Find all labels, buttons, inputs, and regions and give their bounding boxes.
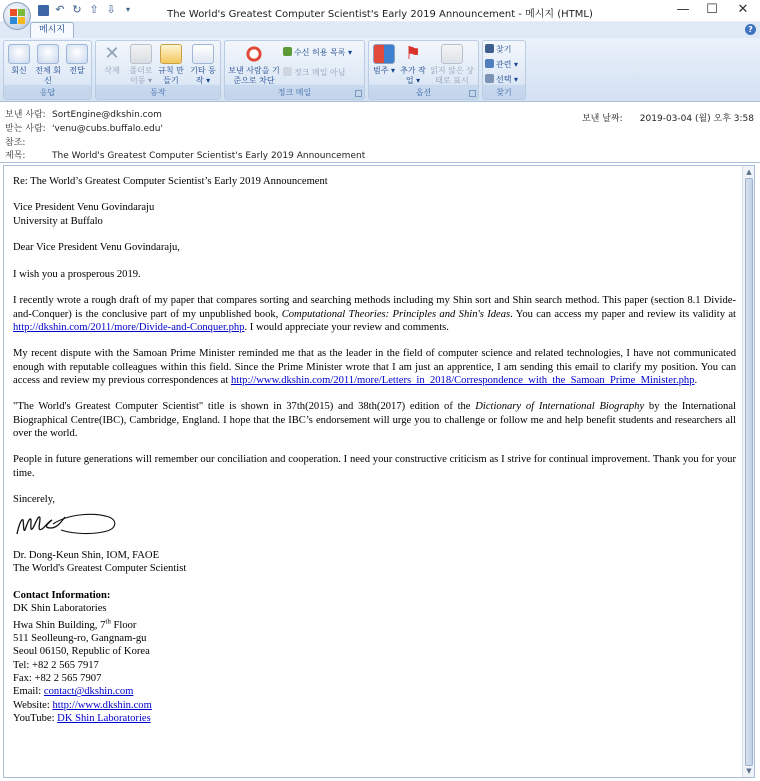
dialog-launcher-icon[interactable] [355,90,362,97]
maximize-button[interactable]: ☐ [706,2,718,17]
mark-unread-icon [441,44,463,64]
p1-end: . I would appreciate your review and comments. [244,321,449,333]
select-label: 선택 ▾ [496,75,519,84]
paragraph-paper [13,294,736,334]
block-sender-button[interactable] [227,44,281,86]
fax-line: Fax: +82 2 565 7907 [13,672,102,684]
company-name: DK Shin Laboratories [13,602,107,614]
follow-up-button[interactable] [400,44,426,86]
close-button[interactable]: ✕ [737,2,749,17]
up-arrow-icon[interactable]: ⇧ [89,3,99,16]
scroll-down-icon[interactable]: ▼ [746,767,752,775]
contact-block [13,589,736,726]
forward-button[interactable] [64,44,90,76]
message-content [13,175,736,738]
from-value[interactable]: SortEngine@dkshin.com [52,110,162,120]
paragraph-dispute [13,347,736,387]
forward-icon [66,44,88,64]
email-link[interactable]: contact@dkshin.com [43,686,134,698]
related-label: 관련 ▾ [496,60,519,69]
correspondence-link[interactable]: http://www.dkshin.com/2011/more/Letters_in_2018/Correspondence_with_the_Samoan_Prime_Minister.php [230,374,695,386]
find-button[interactable] [485,44,511,55]
group-label-respond: 응답 [39,88,56,97]
allow-list-button[interactable] [283,47,352,58]
wish-line: I wish you a prosperous 2019. [13,268,141,280]
subject-value: The World's Greatest Computer Scientist's Early 2019 Announcement [52,151,366,161]
redo-icon[interactable]: ↻ [72,3,82,16]
message-header [0,103,760,163]
group-label-options: 옵션 [415,88,432,97]
group-junk-mail [224,40,365,100]
book-title: Computational Theories: Principles and Shin's Ideas [281,308,511,320]
reply-button[interactable] [7,44,31,76]
youtube-link[interactable]: DK Shin Laboratories [57,712,151,724]
reply-label: 회신 [11,66,27,75]
block-sender-icon [243,44,265,64]
to-value[interactable]: 'venu@cubs.buffalo.edu' [52,124,163,134]
to-label: 받는 사람: [5,124,46,134]
recipient-block [13,201,736,228]
find-label: 찾기 [496,45,512,54]
title-bar [0,0,760,22]
re-line: Re: The World’s Greatest Computer Scientist’s Early 2019 Announcement [13,176,328,187]
group-options [368,40,479,100]
recipient-org: University at Buffalo [13,215,103,227]
sent-value: 2019-03-04 (월) 오후 3:58 [639,114,754,124]
delete-label: 삭제 [104,66,120,75]
paragraph-ibc [13,400,736,440]
address-line-2: 511 Seolleung-ro, Gangnam-gu [13,633,147,645]
group-label-find: 찾기 [496,88,512,97]
delete-icon: ✕ [104,43,120,64]
salutation: Dear Vice President Venu Govindaraju, [13,242,180,254]
divide-conquer-link[interactable]: http://dkshin.com/2011/more/Divide-and-Conquer.php [13,321,245,333]
scroll-up-icon[interactable]: ▲ [746,168,752,176]
p3-text: "The World's Greatest Computer Scientist" title is shown in 37th(2015) and 38th(2017) edition of the [13,401,476,413]
p1-mid: . You can access my paper and review its validity at [510,308,736,320]
create-rule-label: 규칙 만들기 [158,66,184,85]
email-label: Email: [13,686,44,698]
sig-title: The World's Greatest Computer Scientist [13,563,187,575]
youtube-label: YouTube: [13,712,58,724]
mark-unread-button[interactable] [428,44,476,86]
group-label-actions: 동작 [150,88,166,97]
customize-qat-icon[interactable]: ▾ [125,5,130,14]
down-arrow-icon[interactable]: ⇩ [106,3,116,16]
ribbon-tab-strip [0,22,760,38]
office-logo-icon [10,9,25,24]
address-line-3: Seoul 06150, Republic of Korea [13,646,150,658]
not-junk-label: 정크 메일 아님 [294,68,346,77]
p2-end: . [694,374,698,386]
website-label: Website: [13,699,53,711]
rule-icon [160,44,182,64]
other-actions-label: 기타 동작 ▾ [190,66,216,85]
sent-label: 보낸 날짜: [581,114,623,124]
move-to-folder-label: 폴더로 이동 ▾ [129,66,153,85]
flag-icon: ⚑ [404,43,422,64]
undo-icon[interactable]: ↶ [55,3,65,16]
sig-name: Dr. Dong-Keun Shin, IOM, FAOE [13,549,160,561]
website-link[interactable]: http://www.dkshin.com [52,699,152,711]
contact-heading: Contact Information: [13,589,111,601]
categorize-label: 범주 ▾ [372,66,395,75]
scrollbar-thumb[interactable] [745,178,753,766]
ribbon [0,38,760,102]
reply-all-button[interactable] [34,44,62,86]
address1-post: Floor [110,619,137,631]
allow-list-icon [283,47,292,56]
office-button[interactable] [3,2,31,30]
allow-list-label: 수신 허용 목록 ▾ [294,48,353,57]
binoculars-icon [485,44,494,53]
address1-pre: Hwa Shin Building, 7 [13,619,106,631]
reply-all-label: 전체 회신 [35,66,61,85]
vertical-scrollbar[interactable] [742,166,754,777]
other-actions-button[interactable] [188,44,218,86]
tab-message[interactable]: 메시지 [30,22,74,38]
categorize-button[interactable] [371,44,397,76]
related-icon [485,59,494,68]
address-line-1 [13,617,137,631]
from-label: 보낸 사람: [5,110,46,120]
forward-label: 전달 [69,66,85,75]
signature-image [13,508,123,540]
move-to-folder-button[interactable] [127,44,155,86]
signature-block [13,549,736,576]
sent-date [582,111,754,124]
message-body[interactable] [3,165,755,778]
cc-row [5,137,52,149]
group-actions [95,40,221,100]
related-button[interactable] [485,59,518,70]
window-title: The World's Greatest Computer Scientist's Early 2019 Announcement - 메시지 (HTML) [167,9,593,20]
tel-line: Tel: +82 2 565 7917 [13,659,99,671]
to-row [5,123,163,135]
p1-text: I recently wrote a rough draft of my paper that compares sorting and searching methods including my Shin sort and Shin search method. This paper (section 8.1 Divide-and-Conquer) is the conclusive part of my unpublished book, [13,295,736,320]
paragraph-future: People in future generations will remember our conciliation and cooperation. I need your constructive criticism as I strive for continual improvement. Thank you for your time. [13,454,736,479]
follow-up-label: 추가 작업 ▾ [400,66,426,85]
subject-row [5,150,365,162]
p2-text: My recent dispute with the Samoan Prime Minister reminded me that as the leader in the field of computer science and related technologies, I have not communicated enough with reputable colleagues within this field. Since the Prime Minister wrote that I am just an apprentice, I am sending this email to clarify my position. You can access and review my previous correspondences at [13,348,736,386]
reply-all-icon [37,44,59,64]
subject-label: 제목: [5,151,26,161]
p3-end: by the International Biographical Centre(IBC), Cambridge, England. I hope that the IBC’s endorsement will urge you to challenge or follow me and help benefit students and researchers all over the world. [13,401,736,439]
not-junk-button[interactable] [283,67,345,78]
create-rule-button[interactable] [157,44,185,86]
folder-icon [130,44,152,64]
group-find [482,40,526,100]
other-actions-icon [192,44,214,64]
help-icon[interactable]: ? [745,24,756,35]
select-button[interactable] [485,74,518,85]
dialog-launcher-icon[interactable] [469,90,476,97]
dictionary-title: Dictionary of International Biography [475,401,645,413]
closing: Sincerely, [13,494,55,506]
recipient-name: Vice President Venu Govindaraju [13,202,155,214]
cursor-icon [485,74,494,83]
reply-icon [8,44,30,64]
not-junk-icon [283,67,292,76]
group-respond [3,40,92,100]
mark-unread-label: 읽지 않은 상태로 표시 [430,66,474,85]
minimize-button[interactable]: — [676,2,690,17]
cc-label: 참조: [5,138,26,148]
block-sender-label: 보낸 사람을 기준으로 차단 [228,66,280,85]
group-label-junk-mail: 정크 메일 [277,88,312,97]
categorize-icon [373,44,395,64]
address1-sup: th [105,617,111,626]
from-row [5,109,162,121]
delete-button[interactable] [99,44,125,76]
